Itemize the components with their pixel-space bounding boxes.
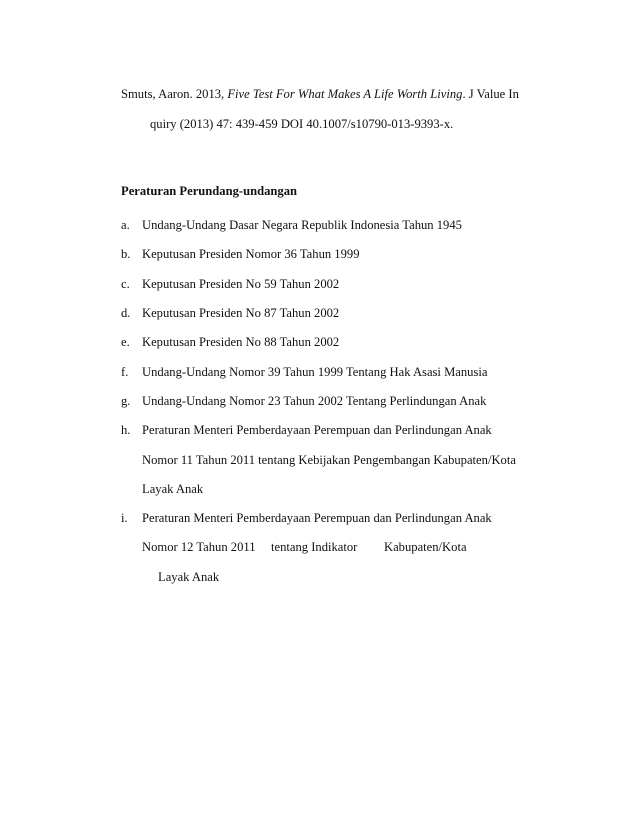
list-item-text: Undang-Undang Nomor 23 Tahun 2002 Tentang Perlindungan Anak [142,394,487,408]
list-marker: c. [121,277,130,291]
reference-line-1 [121,86,519,102]
list-marker: a. [121,218,130,232]
list-item-text: Layak Anak [158,570,220,584]
section-heading: Peraturan Perundang-undangan [121,184,297,198]
reference-journal-part1: . J Value In [462,87,519,101]
list-item-text: Undang-Undang Nomor 39 Tahun 1999 Tentang Hak Asasi Manusia [142,365,488,379]
list-marker: d. [121,306,131,320]
list-item-text: Keputusan Presiden No 59 Tahun 2002 [142,277,340,291]
list-item-text: Nomor 12 Tahun 2011 [142,540,256,554]
list-item-text: Kabupaten/Kota [384,540,467,554]
list-item-text: tentang Indikator [271,540,358,554]
list-marker: g. [121,394,131,408]
list-item-text: Keputusan Presiden No 88 Tahun 2002 [142,335,340,349]
list-item-text: Undang-Undang Dasar Negara Republik Indonesia Tahun 1945 [142,218,462,232]
list-marker: i. [121,511,128,525]
list-marker: e. [121,335,130,349]
list-marker: h. [121,423,131,437]
reference-author-year: Smuts, Aaron. 2013, [121,87,228,101]
list-marker: b. [121,247,131,261]
list-marker: f. [121,365,129,379]
reference-title: Five Test For What Makes A Life Worth Living [227,87,463,101]
list-item-text: Layak Anak [142,482,204,496]
list-item-text: Keputusan Presiden Nomor 36 Tahun 1999 [142,247,360,261]
list-item-text: Keputusan Presiden No 87 Tahun 2002 [142,306,340,320]
list-item-text: Peraturan Menteri Pemberdayaan Perempuan dan Perlindungan Anak [142,511,492,525]
list-item-text: Peraturan Menteri Pemberdayaan Perempuan dan Perlindungan Anak [142,423,492,437]
reference-line-2 [150,116,453,132]
list-item-text: Nomor 11 Tahun 2011 tentang Kebijakan Pengembangan Kabupaten/Kota [142,453,516,467]
reference-journal-part2: quiry (2013) 47: 439-459 DOI 40.1007/s10790-013-9393-x. [150,117,454,131]
